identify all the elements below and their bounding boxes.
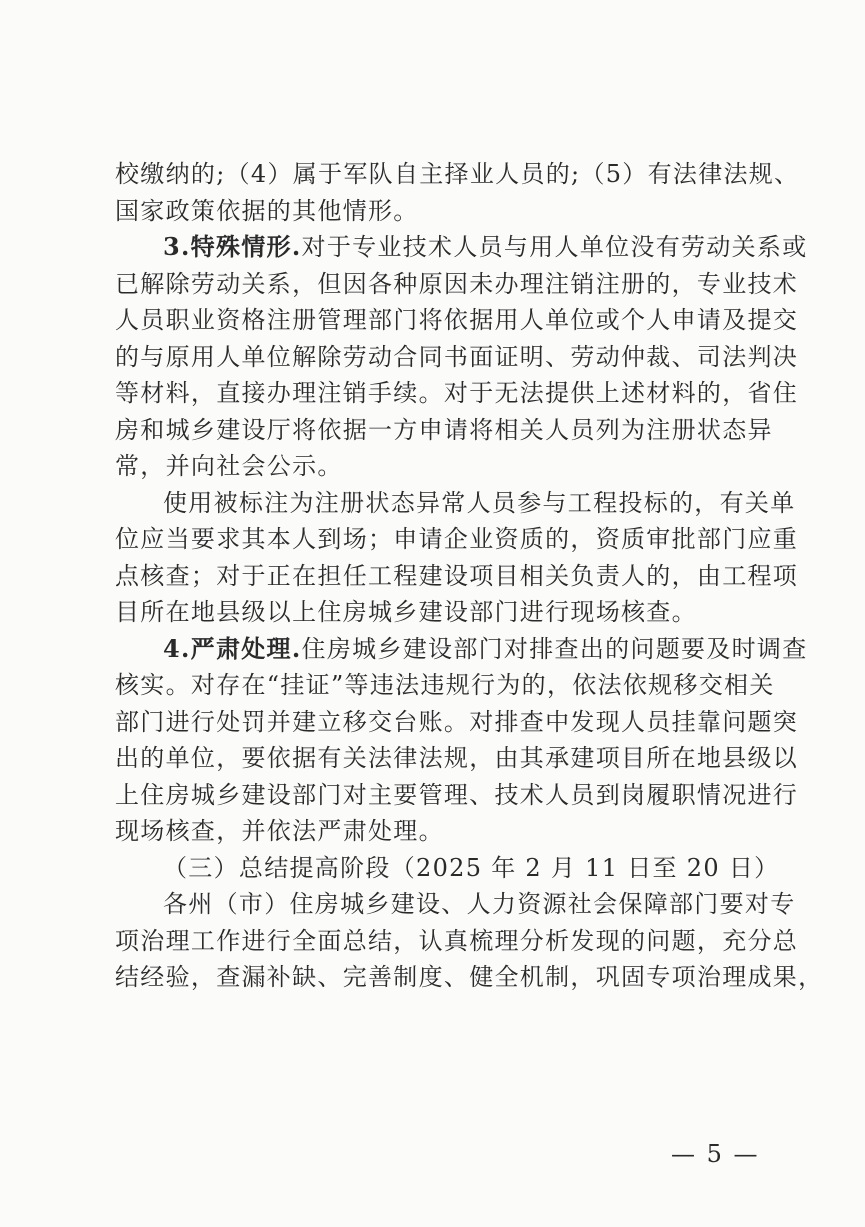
body-text: 对于专业技术人员与用人单位没有劳动关系或 [301,233,808,261]
body-line: 已解除劳动关系，但因各种原因未办理注销注册的，专业技术 [115,269,799,298]
document-body [115,156,824,996]
body-line: 国家政策依据的其他情形。 [115,196,419,225]
body-line: 项治理工作进行全面总结，认真梳理分析发现的问题，充分总 [115,926,799,955]
body-line: 部门进行处罚并建立移交台账。对排查中发现人员挂靠问题突 [115,707,799,736]
body-line: 现场核查，并依法严肃处理。 [115,817,444,845]
paragraph-strict-handling [115,631,808,668]
paragraph-heading: 4.严肃处理. [163,633,302,663]
body-line: 常，并向社会公示。 [115,452,343,480]
body-line: 等材料，直接办理注销手续。对于无法提供上述材料的，省住 [115,379,799,407]
body-line: 点核查；对于正在担任工程建设项目相关负责人的，由工程项 [115,561,799,590]
body-line: 人员职业资格注册管理部门将依据用人单位或个人申请及提交 [115,306,799,334]
body-line: 位应当要求其本人到场；申请企业资质的，资质审批部门应重 [115,525,799,553]
body-text: 住房城乡建设部门对排查出的问题要及时调查 [301,634,808,663]
body-line: 核实。对存在“挂证”等违法违规行为的，依法依规移交相关 [115,671,775,699]
paragraph-heading: 3.特殊情形. [163,232,302,261]
body-line: 目所在地县级以上住房城乡建设部门进行现场核查。 [115,598,697,626]
body-line: 出的单位，要依据有关法律法规，由其承建项目所在地县级以 [115,744,799,772]
body-line: 各州（市）住房城乡建设、人力资源社会保障部门要对专 [163,890,796,918]
body-line: 的与原用人单位解除劳动合同书面证明、劳动仲裁、司法判决 [115,342,799,371]
page-number: — 5 — [671,1140,760,1168]
body-line: 上住房城乡建设部门对主要管理、技术人员到岗履职情况进行 [115,780,799,809]
body-line: 房和城乡建设厅将依据一方申请将相关人员列为注册状态异 [115,415,773,444]
body-line: 使用被标注为注册状态异常人员参与工程投标的，有关单 [163,488,796,517]
section-heading: （三）总结提高阶段（2025 年 2 月 11 日至 20 日） [163,853,780,882]
paragraph-special-cases [115,229,808,266]
body-line: 结经验，查漏补缺、完善制度、健全机制，巩固专项治理成果， [115,963,824,991]
body-line: 校缴纳的;（4）属于军队自主择业人员的;（5）有法律法规、 [115,160,800,188]
